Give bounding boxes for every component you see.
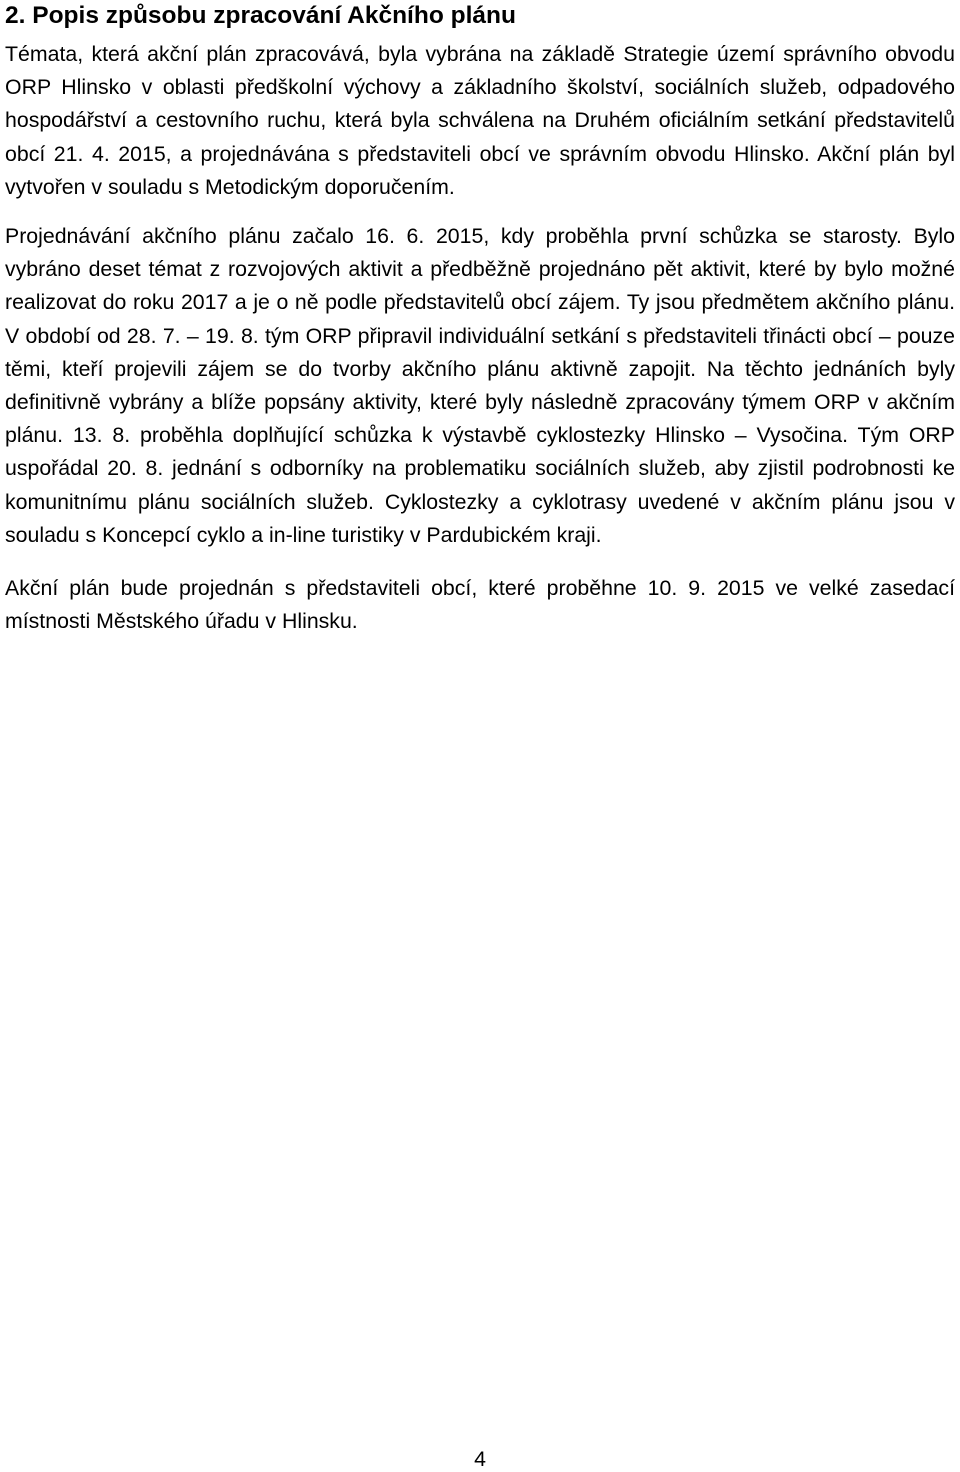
section-heading: 2. Popis způsobu zpracování Akčního plánu [5,2,516,29]
paragraph-process: Projednávání akčního plánu začalo 16. 6. 2015, kdy proběhla první schůzka se starosty. Bylo vybráno deset témat z rozvojových aktivit a předběžně projednáno pět aktivit, které by bylo možné realizovat do roku 2017 a je o ně podle představitelů obcí zájem. Ty jsou předmětem akčního plánu. V období od 28. 7. – 19. 8. tým ORP připravil individuální setkání s představiteli třinácti obcí – pouze těmi, kteří projevili zájem se do tvorby akčního plánu aktivně zapojit. Na těchto jednáních byly definitivně vybrány a blíže popsány aktivity, které byly následně zpracovány týmem ORP v akčním plánu. 13. 8. proběhla doplňující schůzka k výstavbě cyklostezky Hlinsko – Vysočina. Tým ORP uspořádal 20. 8. jednání s odborníky na problematiku sociálních služeb, aby zjistil podrobnosti ke komunitnímu plánu sociálních služeb. Cyklostezky a cyklotrasy uvedené v akčním plánu jsou v souladu s Koncepcí cyklo a in-line turistiky v Pardubickém kraji. [5,224,955,547]
paragraph-approval: Akční plán bude projednán s představiteli obcí, které proběhne 10. 9. 2015 ve velké zasedací místnosti Městského úřadu v Hlinsku. [5,576,955,634]
document-page [5,0,955,638]
paragraph-topics: Témata, která akční plán zpracovává, byla vybrána na základě Strategie území správního obvodu ORP Hlinsko v oblasti předškolní výchovy a základního školství, sociálních služeb, odpadového hospodářství a cestovního ruchu, která byla schválena na Druhém oficiálním setkání představitelů obcí 21. 4. 2015, a projednávána s představiteli obcí ve správním obvodu Hlinsko. Akční plán byl vytvořen v souladu s Metodickým doporučením. [5,42,955,199]
page-number: 4 [474,1447,486,1471]
